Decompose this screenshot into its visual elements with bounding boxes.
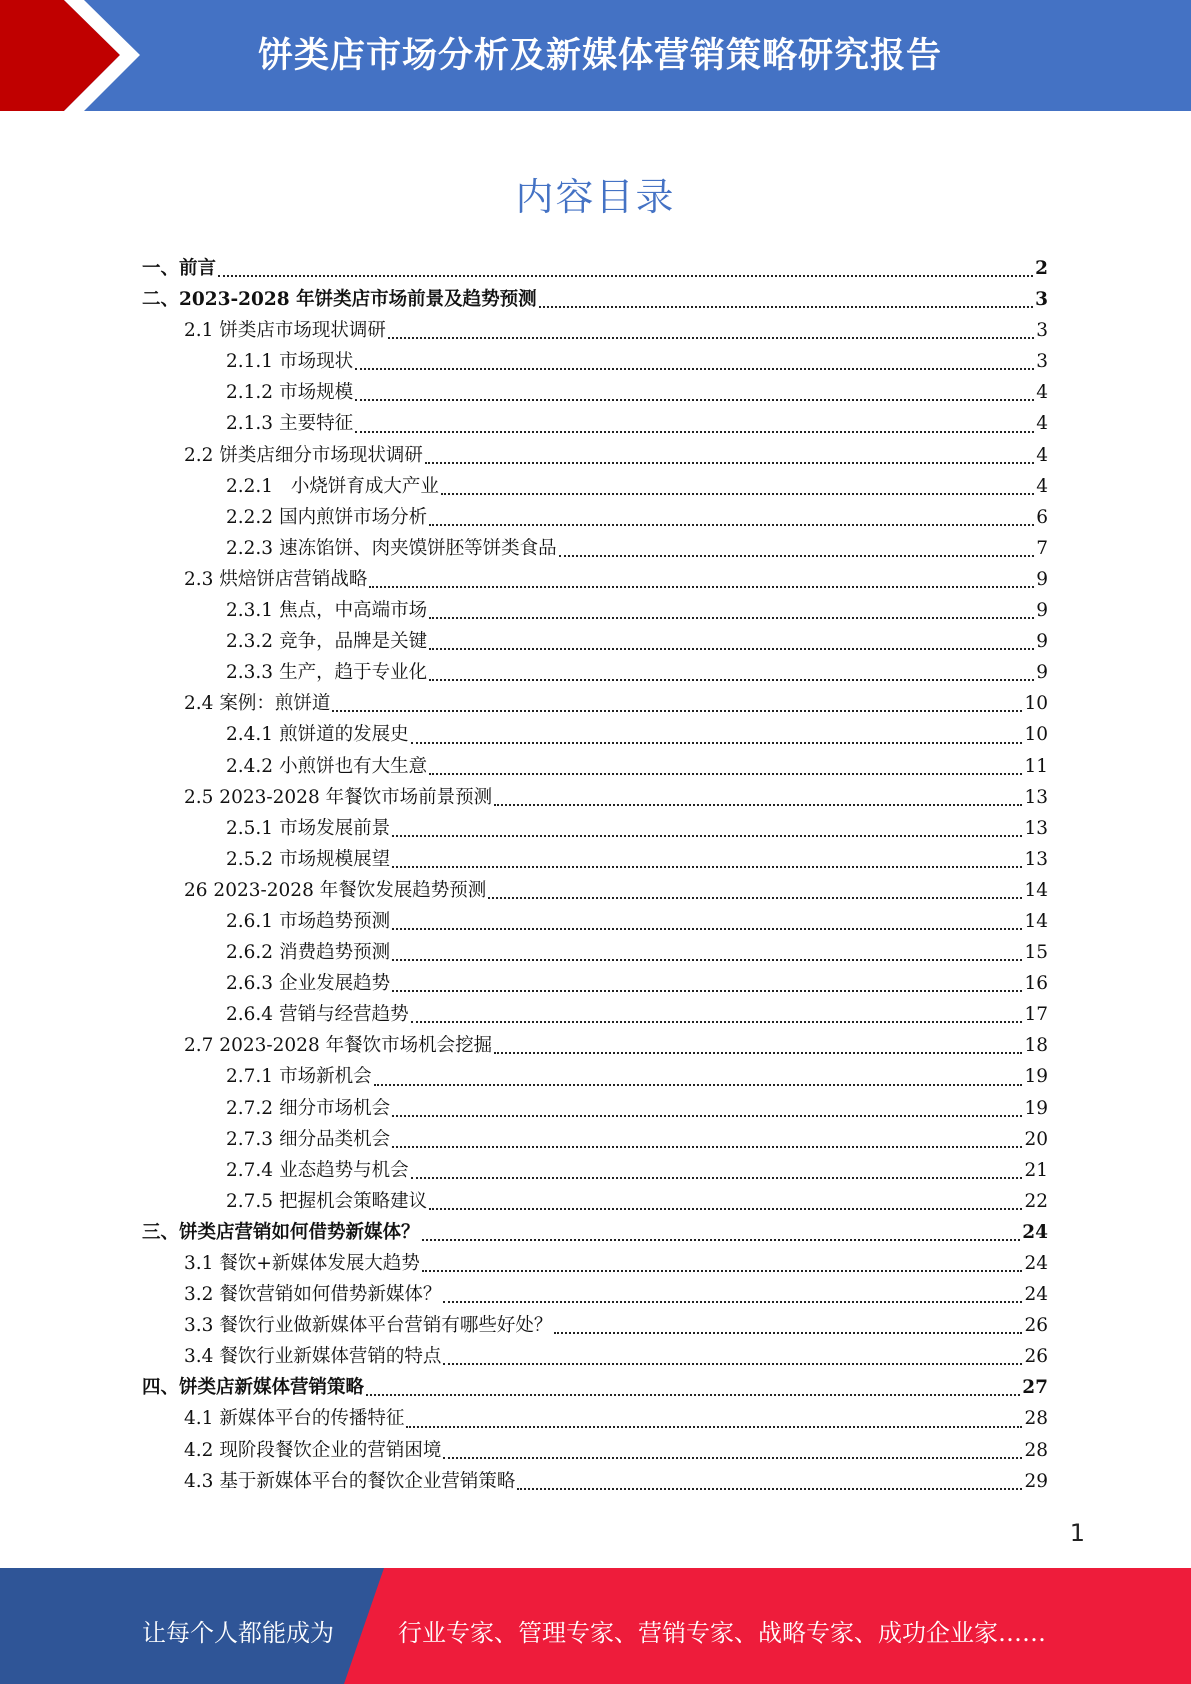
toc-entry-label: [184, 1248, 420, 1279]
toc-entry[interactable]: [142, 315, 1048, 346]
toc-entry-text: 2.5 2023-2028 年餐饮市场前景预测: [184, 786, 493, 808]
toc-dot-leader: [392, 928, 1022, 930]
toc-entry-label: [226, 906, 390, 937]
toc-entry-label: [226, 1124, 390, 1155]
toc-entry[interactable]: [142, 906, 1048, 937]
toc-entry-number: 2.7.1: [226, 1066, 274, 1088]
toc-entry-label: [184, 875, 486, 906]
toc-entry[interactable]: [142, 1466, 1048, 1497]
toc-dot-leader: [559, 555, 1035, 557]
toc-dot-leader: [218, 275, 1033, 277]
toc-entry-number: 2.6.2: [226, 942, 274, 964]
toc-entry-number: 2.4.1: [226, 724, 274, 746]
toc-dot-leader: [406, 1426, 1022, 1428]
footer-slogan-right: 行业专家、管理专家、营销专家、战略专家、成功企业家……: [398, 1619, 1046, 1647]
toc-dot-leader: [488, 897, 1022, 899]
toc-entry-label: [184, 782, 492, 813]
toc-dot-leader: [494, 1052, 1022, 1054]
toc-entry-label: [226, 813, 390, 844]
footer-slogan-left: 让每个人都能成为: [142, 1619, 334, 1647]
toc-entry[interactable]: [142, 1217, 1048, 1248]
toc-entry-page: 17: [1024, 1004, 1048, 1026]
toc-entry-text: 焦点，中高端市场: [279, 600, 428, 622]
toc-entry[interactable]: [142, 1279, 1048, 1310]
toc-entry-label: [226, 471, 439, 502]
toc-entry-number: 2.2.3: [226, 537, 274, 559]
toc-dot-leader: [441, 493, 1034, 495]
toc-entry-text: 营销与经营趋势: [279, 1004, 409, 1026]
toc-entry-page: 24: [1022, 1221, 1048, 1243]
toc-entry[interactable]: [142, 471, 1048, 502]
toc-dot-leader: [392, 1115, 1022, 1117]
toc-dot-leader: [429, 773, 1022, 775]
page-number: 1: [1069, 1519, 1085, 1547]
toc-entry-number: 4.3: [184, 1470, 214, 1492]
toc-entry-page: 13: [1024, 848, 1048, 870]
toc-entry-page: 18: [1024, 1035, 1048, 1057]
toc-entry[interactable]: [142, 751, 1048, 782]
toc-entry[interactable]: [142, 1093, 1048, 1124]
toc-entry-text: 细分品类机会: [279, 1128, 391, 1150]
toc-entry-page: 19: [1024, 1066, 1048, 1088]
toc-entry-label: [184, 1310, 552, 1341]
toc-entry-page: 3: [1035, 289, 1048, 311]
toc-entry-page: 27: [1022, 1377, 1048, 1399]
toc-dot-leader: [392, 1146, 1022, 1148]
toc-entry[interactable]: [142, 782, 1048, 813]
toc-dot-leader: [392, 835, 1022, 837]
toc-entry-number: 2.4.2: [226, 755, 274, 777]
toc-dot-leader: [443, 1457, 1022, 1459]
toc-entry-label: [184, 1403, 404, 1434]
toc-entry-number: 2.6.1: [226, 910, 274, 932]
toc-entry[interactable]: [142, 1435, 1048, 1466]
toc-entry-number: 2.6.3: [226, 973, 274, 995]
toc-entry[interactable]: [142, 1155, 1048, 1186]
toc-entry-page: 11: [1024, 755, 1048, 777]
page-header: [0, 0, 1191, 111]
toc-dot-leader: [443, 1301, 1022, 1303]
toc-entry-text: 餐饮+新媒体发展大趋势: [219, 1253, 420, 1274]
toc-entry-page: 21: [1024, 1159, 1048, 1181]
toc-entry[interactable]: [142, 533, 1048, 564]
toc-entry-text: 业态趋势与机会: [279, 1159, 409, 1181]
toc-entry[interactable]: [142, 595, 1048, 626]
toc-entry-page: 9: [1036, 600, 1048, 622]
toc-entry[interactable]: [142, 875, 1048, 906]
toc-entry-page: 28: [1024, 1439, 1048, 1461]
toc-entry-text: 消费趋势预测: [279, 942, 391, 964]
toc-entry-text: 市场新机会: [279, 1066, 372, 1088]
toc-entry-text: 新媒体平台的传播特征: [219, 1408, 405, 1430]
toc-entry-number: 2.5.2: [226, 848, 274, 870]
toc-entry-number: 2.1.2: [226, 382, 274, 404]
toc-dot-leader: [332, 710, 1022, 712]
toc-entry-label: [184, 315, 386, 346]
toc-entry-label: [184, 1435, 441, 1466]
toc-dot-leader: [369, 586, 1034, 588]
toc-dot-leader: [366, 1394, 1020, 1396]
toc-entry-label: [184, 1466, 515, 1497]
toc-entry-label: [184, 1030, 492, 1061]
toc-entry[interactable]: [142, 968, 1048, 999]
toc-entry-text: 餐饮行业新媒体营销的特点: [219, 1346, 442, 1368]
toc-entry-label: [226, 999, 409, 1030]
toc-entry-text: 2.7 2023-2028 年餐饮市场机会挖掘: [184, 1035, 493, 1057]
toc-entry-page: 9: [1036, 631, 1048, 653]
toc-entry-text: 饼类店细分市场现状调研: [219, 444, 423, 466]
toc-entry-page: 10: [1024, 724, 1048, 746]
toc-entry-page: 29: [1024, 1470, 1048, 1492]
toc-entry[interactable]: [142, 1403, 1048, 1434]
toc-dot-leader: [429, 1208, 1022, 1210]
toc-entry[interactable]: [142, 1372, 1048, 1403]
toc-entry-label: [184, 440, 423, 471]
toc-entry-number: 2.7.2: [226, 1097, 274, 1119]
toc-entry-page: 4: [1036, 475, 1048, 497]
toc-dot-leader: [443, 1363, 1022, 1365]
toc-dot-leader: [392, 866, 1022, 868]
toc-entry-page: 9: [1036, 662, 1048, 684]
toc-entry-label: [226, 719, 409, 750]
toc-dot-leader: [422, 1239, 1021, 1241]
toc-entry[interactable]: [142, 657, 1048, 688]
toc-entry-label: [142, 284, 537, 315]
toc-entry-text: 市场发展前景: [279, 817, 391, 839]
table-of-contents: [142, 253, 1048, 1497]
toc-entry-label: [184, 564, 367, 595]
toc-entry-number: 2.7.5: [226, 1190, 274, 1212]
toc-entry[interactable]: [142, 1030, 1048, 1061]
toc-entry-number: 2.3.1: [226, 600, 274, 622]
toc-entry[interactable]: [142, 1248, 1048, 1279]
toc-entry-label: [226, 502, 427, 533]
toc-entry-page: 15: [1024, 942, 1048, 964]
toc-entry-page: 3: [1036, 351, 1048, 373]
toc-entry-label: [226, 751, 427, 782]
toc-entry-number: 3.3: [184, 1315, 214, 1337]
toc-dot-leader: [411, 1021, 1023, 1023]
toc-entry-number: 2.5.1: [226, 817, 274, 839]
toc-dot-leader: [425, 462, 1034, 464]
toc-entry-number: 2.1.1: [226, 351, 274, 373]
toc-entry-page: 20: [1024, 1128, 1048, 1150]
toc-entry-page: 14: [1024, 879, 1048, 901]
toc-entry-text: 餐饮行业做新媒体平台营销有哪些好处？: [219, 1315, 553, 1337]
toc-entry-page: 4: [1036, 413, 1048, 435]
toc-entry-label: [226, 968, 390, 999]
toc-dot-leader: [422, 1270, 1023, 1272]
toc-entry-page: 7: [1036, 537, 1048, 559]
toc-entry-number: 3.1: [184, 1253, 214, 1274]
toc-dot-leader: [355, 368, 1034, 370]
toc-entry-number: 2.7.3: [226, 1128, 274, 1150]
toc-entry-text: 现阶段餐饮企业的营销困境: [219, 1439, 442, 1461]
toc-dot-leader: [429, 524, 1034, 526]
toc-entry-label: [226, 1061, 372, 1092]
toc-dot-leader: [517, 1488, 1022, 1490]
toc-entry-label: [226, 377, 353, 408]
toc-entry-number: 2.3.3: [226, 662, 274, 684]
toc-entry-page: 9: [1036, 568, 1048, 590]
toc-entry-page: 10: [1024, 693, 1048, 715]
toc-entry-number: 2.1.3: [226, 413, 274, 435]
toc-entry-text: 细分市场机会: [279, 1097, 391, 1119]
toc-entry-page: 16: [1024, 973, 1048, 995]
toc-entry-text: 市场现状: [279, 351, 354, 373]
toc-entry-label: [184, 1279, 441, 1310]
toc-dot-leader: [429, 648, 1034, 650]
toc-entry-label: [226, 595, 427, 626]
toc-entry-number: 2.2.2: [226, 506, 274, 528]
toc-dot-leader: [355, 431, 1034, 433]
toc-entry[interactable]: [142, 253, 1048, 284]
toc-entry[interactable]: [142, 1061, 1048, 1092]
toc-entry-page: 6: [1036, 506, 1048, 528]
toc-entry-label: [226, 1093, 390, 1124]
toc-dot-leader: [411, 1177, 1023, 1179]
toc-entry-number: 3.4: [184, 1346, 214, 1368]
toc-dot-leader: [539, 306, 1034, 308]
toc-entry-text: 企业发展趋势: [279, 973, 391, 995]
toc-entry-number: 2.4: [184, 693, 214, 715]
toc-entry-text: 把握机会策略建议: [279, 1190, 428, 1212]
toc-entry-text: 市场规模: [279, 382, 354, 404]
toc-entry-label: [226, 844, 390, 875]
toc-entry-number: 2.2.1: [226, 475, 274, 497]
toc-entry-label: [226, 937, 390, 968]
toc-entry-page: 4: [1036, 444, 1048, 466]
toc-entry-number: 2.2: [184, 444, 214, 466]
toc-entry-text: 速冻馅饼、肉夹馍饼胚等饼类食品: [279, 537, 557, 559]
toc-entry[interactable]: [142, 564, 1048, 595]
toc-title: 内容目录: [515, 175, 676, 219]
toc-entry[interactable]: [142, 937, 1048, 968]
toc-entry-number: 2.3: [184, 568, 214, 590]
toc-dot-leader: [388, 337, 1034, 339]
toc-entry-label: [184, 688, 330, 719]
toc-entry-text: 市场规模展望: [279, 848, 391, 870]
toc-entry-text: 饼类店市场现状调研: [219, 320, 386, 342]
toc-entry-page: 22: [1024, 1190, 1048, 1212]
toc-entry[interactable]: [142, 377, 1048, 408]
toc-entry-number: 2.3.2: [226, 631, 274, 653]
toc-entry-page: 26: [1024, 1315, 1048, 1337]
header-title: 饼类店市场分析及新媒体营销策略研究报告: [258, 36, 943, 76]
toc-dot-leader: [374, 1084, 1023, 1086]
toc-dot-leader: [429, 617, 1034, 619]
toc-entry-number: 4.1: [184, 1408, 214, 1430]
toc-entry-text: 小煎饼也有大生意: [279, 755, 428, 777]
toc-entry-page: 19: [1024, 1097, 1048, 1119]
toc-entry-label: [226, 1155, 409, 1186]
toc-entry[interactable]: [142, 813, 1048, 844]
toc-entry[interactable]: [142, 999, 1048, 1030]
toc-dot-leader: [494, 804, 1022, 806]
toc-entry-text: 烘焙饼店营销战略: [219, 568, 368, 590]
toc-entry-label: [226, 346, 353, 377]
toc-entry-page: 24: [1024, 1253, 1048, 1274]
toc-entry-number: 2.7.4: [226, 1159, 274, 1181]
toc-entry-page: 2: [1035, 258, 1048, 279]
toc-entry[interactable]: [142, 626, 1048, 657]
toc-entry-number: 2.6.4: [226, 1004, 274, 1026]
toc-entry[interactable]: [142, 719, 1048, 750]
toc-entry-number: 3.2: [184, 1284, 214, 1306]
toc-entry-label: [184, 1341, 441, 1372]
toc-entry-label: [226, 1186, 427, 1217]
toc-entry-text: 餐饮营销如何借势新媒体？: [219, 1284, 442, 1306]
toc-entry-text: 一、前言: [142, 258, 217, 279]
toc-entry[interactable]: [142, 1124, 1048, 1155]
toc-entry-text: 竞争，品牌是关键: [279, 631, 428, 653]
toc-entry-label: [226, 626, 427, 657]
toc-entry-label: [226, 533, 557, 564]
toc-entry-page: 24: [1024, 1284, 1048, 1306]
toc-entry-label: [142, 1217, 420, 1248]
toc-entry-page: 4: [1036, 382, 1048, 404]
toc-entry[interactable]: [142, 844, 1048, 875]
toc-entry-number: 2.1: [184, 320, 214, 342]
toc-entry-text: 基于新媒体平台的餐饮企业营销策略: [219, 1470, 516, 1492]
toc-entry-page: 3: [1036, 320, 1048, 342]
toc-entry-page: 13: [1024, 786, 1048, 808]
toc-entry-text: 市场趋势预测: [279, 910, 391, 932]
toc-entry-text: 26 2023-2028 年餐饮发展趋势预测: [184, 879, 487, 901]
toc-entry-text: 国内煎饼市场分析: [279, 506, 428, 528]
toc-entry-text: 案例：煎饼道: [219, 693, 331, 715]
toc-dot-leader: [554, 1332, 1022, 1334]
toc-dot-leader: [392, 990, 1022, 992]
toc-entry-label: [142, 1372, 364, 1403]
toc-entry-text: 四、饼类店新媒体营销策略: [142, 1377, 365, 1399]
toc-entry[interactable]: [142, 502, 1048, 533]
toc-entry-text: 主要特征: [279, 413, 354, 435]
toc-entry[interactable]: [142, 440, 1048, 471]
toc-entry-page: 26: [1024, 1346, 1048, 1368]
toc-entry[interactable]: [142, 1186, 1048, 1217]
toc-entry-number: 4.2: [184, 1439, 214, 1461]
toc-entry[interactable]: [142, 408, 1048, 439]
toc-dot-leader: [411, 742, 1023, 744]
toc-entry-page: 28: [1024, 1408, 1048, 1430]
toc-entry-label: [142, 253, 216, 284]
toc-entry[interactable]: [142, 1341, 1048, 1372]
toc-entry-text: 生产，趋于专业化: [279, 662, 428, 684]
toc-entry-text: 二、2023-2028 年饼类店市场前景及趋势预测: [142, 289, 537, 311]
toc-entry-text: 煎饼道的发展史: [279, 724, 409, 746]
toc-dot-leader: [429, 679, 1034, 681]
toc-entry-label: [226, 657, 427, 688]
toc-entry-page: 14: [1024, 910, 1048, 932]
page-footer: [0, 1568, 1191, 1684]
toc-entry-label: [226, 408, 353, 439]
toc-entry-text: 三、饼类店营销如何借势新媒体？: [142, 1221, 420, 1243]
toc-dot-leader: [355, 399, 1034, 401]
toc-entry[interactable]: [142, 284, 1048, 315]
toc-entry[interactable]: [142, 346, 1048, 377]
toc-entry-text: 小烧饼育成大产业: [279, 475, 439, 497]
toc-entry-page: 13: [1024, 817, 1048, 839]
toc-dot-leader: [392, 959, 1022, 961]
toc-entry[interactable]: [142, 688, 1048, 719]
toc-entry[interactable]: [142, 1310, 1048, 1341]
